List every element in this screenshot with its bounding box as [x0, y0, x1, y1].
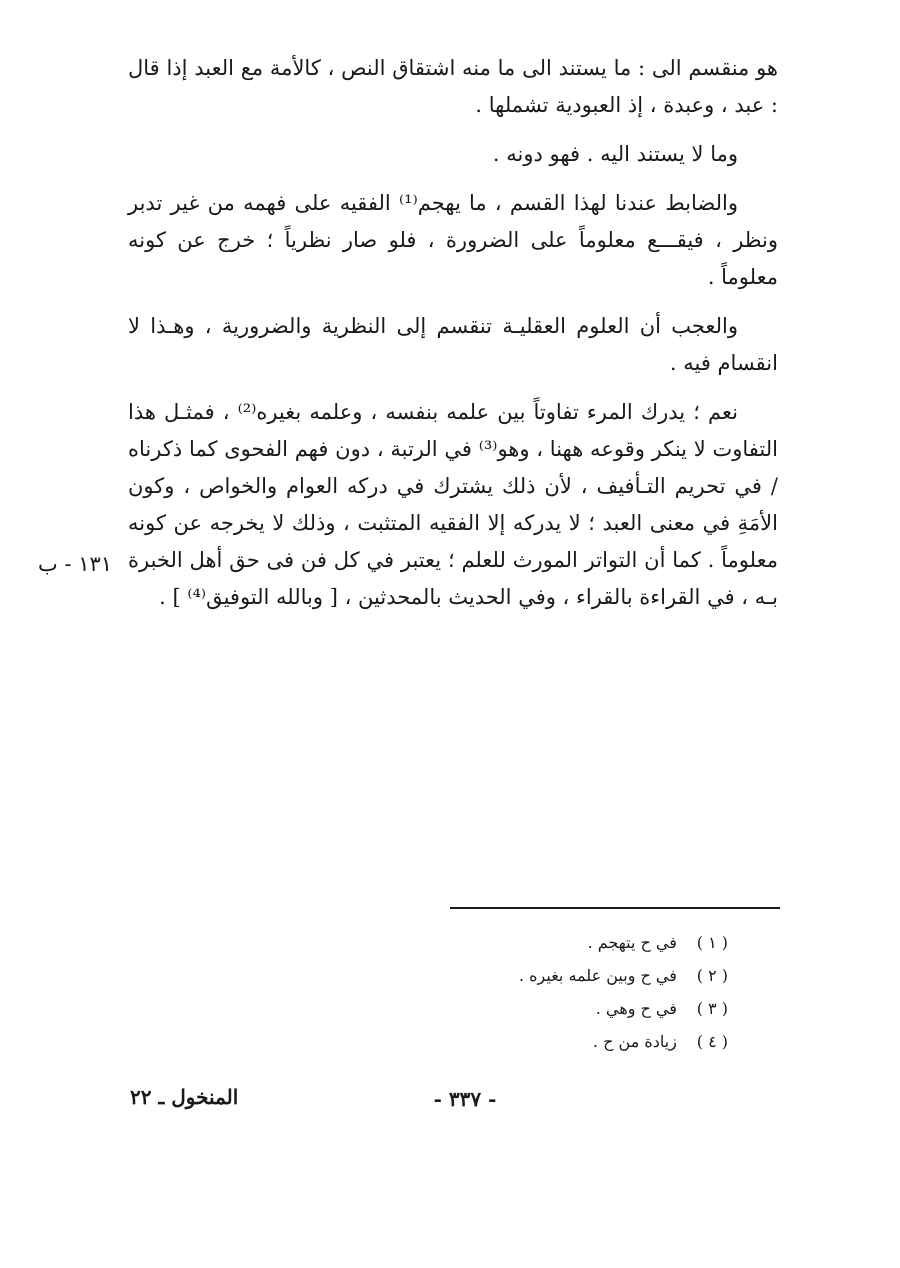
paragraph-4: والعجب أن العلوم العقليـة تنقسم إلى النظرية والضرورية ، وهـذا لا انقسام فيه . — [128, 314, 778, 375]
footnote-item — [308, 926, 728, 959]
footnote-number: ( ٤ ) — [696, 1032, 728, 1051]
paragraph-3: والضابط عندنا لهذا القسم ، ما يهجم⁽¹⁾ الفقيه على فهمه من غير تدبر ونظر ، فيقـــع معلوماً على الضرورة ، فلو صار نظرياً ؛ خرج عن كونه معلوماً . — [128, 191, 778, 289]
manuscript-folio-marker: ١٣١ - ب — [38, 552, 113, 576]
footnote-number: ( ٢ ) — [696, 966, 728, 985]
footnotes — [308, 926, 728, 1058]
footnote-text: في ح وبين علمه بغيره . — [519, 966, 677, 985]
paragraph-5: نعم ؛ يدرك المرء تفاوتاً بين علمه بنفسه ، وعلمه بغيره⁽²⁾ ، فمثـل هذا التفاوت لا ينكر وقوعه ههنا ، وهو⁽³⁾ في الرتبة ، دون فهم الفحوى كما ذكرناه / في تحريم التـأفيف ، لأن ذلك يشترك في دركه العوام والخواص ، وكون الأمَةِ في معنى العبد ؛ لا يدركه إلا الفقيه المتثبت ، وذلك لا يخرجه عن كونه معلوماً . كما أن التواتر المورث للعلم ؛ يعتبر في كل فن فى حق أهل الخبرة بـه ، في القراءة بالقراء ، وفي الحديث بالمحدثين ، [ وبالله التوفيق⁽⁴⁾ ] . — [128, 400, 778, 609]
footnote-item — [308, 992, 728, 1025]
footnote-number: ( ١ ) — [696, 933, 728, 952]
footnote-item — [308, 1025, 728, 1058]
paragraph-1: هو منقسم الى : ما يستند الى ما منه اشتقاق النص ، كالأمة مع العبد إذا قال : عبد ، وعبدة ، إذ العبودية تشملها . — [128, 56, 778, 117]
paragraph-2: وما لا يستند اليه . فهو دونه . — [492, 142, 738, 166]
footnote-text: زيادة من ح . — [592, 1032, 677, 1051]
footnote-number: ( ٣ ) — [696, 999, 728, 1018]
running-title: المنخول ـ ٢٢ — [130, 1085, 239, 1109]
footnote-divider — [450, 907, 780, 909]
footnote-text: في ح وهي . — [595, 999, 677, 1018]
footnote-item — [308, 959, 728, 992]
footnote-text: في ح يتهجم . — [587, 933, 677, 952]
page-number: - ٣٣٧ - — [433, 1087, 497, 1111]
main-text — [128, 50, 778, 616]
